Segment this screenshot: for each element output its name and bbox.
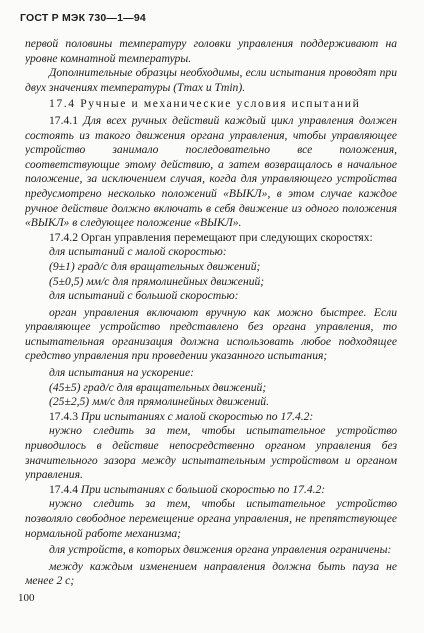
paragraph-fast-speed-note bbox=[25, 497, 397, 541]
paragraph-slow-speed-note bbox=[25, 424, 397, 482]
list-item bbox=[25, 381, 397, 396]
clause-17-4-4 bbox=[25, 483, 397, 498]
paragraph-manual-operation bbox=[25, 306, 397, 364]
list-item bbox=[25, 260, 397, 275]
list-item bbox=[25, 395, 397, 410]
clause-17-4-2 bbox=[25, 231, 397, 246]
section-number: 17.4 bbox=[49, 97, 76, 111]
clause-number: 17.4.2 bbox=[49, 230, 78, 244]
paragraph-text: орган управления включают вручную как можно быстрее. Если управляющее устройство представлено без органа управления, то испытательная организация должна использовать любое подходящее средство управления при проведении указанного испытания; bbox=[25, 305, 397, 363]
list-item bbox=[25, 245, 397, 260]
list-text: (45±5) град/с для вращательных движений; bbox=[49, 380, 267, 394]
paragraph-additional-samples bbox=[25, 66, 397, 95]
paragraph-limited-movement bbox=[25, 543, 397, 558]
paragraph-text: нужно следить за тем, чтобы испытательное устройство позволяло свободное перемещение органа управления, не препятствующее нормальной работе механизма; bbox=[25, 497, 397, 540]
paragraph-continuation bbox=[25, 37, 397, 66]
paragraph-text: нужно следить за тем, чтобы испытательное устройство приводилось в действие непосредственно органом управления без значительного зазора между испытательным устройством и органом управления. bbox=[25, 424, 397, 482]
clause-text: Орган управления перемещают при следующих скоростях: bbox=[80, 230, 373, 244]
clause-text: Для всех ручных действий каждый цикл управления должен состоять из такого движения органа управления, чтобы управляющее устройство занимало последовательно все положения, соответствующие этому действию, а затем возвращалось в начальное положение, за исключением случая, когда для управляющего устройства предусмотрено несколько положений «ВЫКЛ», в этом случае каждое ручное действие должно включать в себя движение из одного положения «ВЫКЛ» в следующее положение «ВЫКЛ». bbox=[25, 113, 397, 230]
paragraph-pause bbox=[25, 560, 397, 589]
paragraph-text: Дополнительные образцы необходимы, если испытания проводят при двух значениях температуры (Tmax и Tmin). bbox=[25, 66, 397, 94]
list-item bbox=[25, 366, 397, 381]
clause-number: 17.4.3 bbox=[49, 409, 78, 423]
list-text: (25±2,5) мм/с для прямолинейных движений. bbox=[49, 395, 269, 409]
clause-number: 17.4.1 bbox=[49, 113, 78, 127]
paragraph-text: между каждым изменением направления должна быть пауза не менее 2 с; bbox=[25, 559, 397, 588]
list-text: для испытания на ускорение: bbox=[49, 366, 194, 380]
clause-number: 17.4.4 bbox=[49, 482, 78, 496]
paragraph-text: для устройств, в которых движения органа управления ограничены: bbox=[49, 543, 392, 557]
document-body bbox=[25, 37, 397, 589]
list-text: (9±1) град/с для вращательных движений; bbox=[49, 259, 261, 273]
section-heading-17-4 bbox=[25, 97, 397, 112]
document-header: ГОСТ Р МЭК 730—1—94 bbox=[20, 12, 146, 24]
paragraph-text: первой половины температуру головки управления поддерживают на уровне комнатной температуры. bbox=[25, 37, 397, 65]
list-text: (5±0,5) мм/с для прямолинейных движений; bbox=[49, 274, 265, 288]
clause-text: При испытаниях с малой скоростью по 17.4.2: bbox=[80, 409, 314, 423]
list-text: для испытаний с большой скоростью: bbox=[49, 289, 239, 303]
section-title: Ручные и механические условия испытаний bbox=[80, 97, 361, 111]
list-text: для испытаний с малой скоростью: bbox=[49, 245, 227, 259]
page-number: 100 bbox=[18, 592, 35, 604]
list-item bbox=[25, 275, 397, 290]
clause-text: При испытаниях с большой скоростью по 17.4.2: bbox=[80, 482, 326, 496]
clause-17-4-1 bbox=[25, 114, 397, 231]
list-item bbox=[25, 289, 397, 304]
clause-17-4-3 bbox=[25, 410, 397, 425]
